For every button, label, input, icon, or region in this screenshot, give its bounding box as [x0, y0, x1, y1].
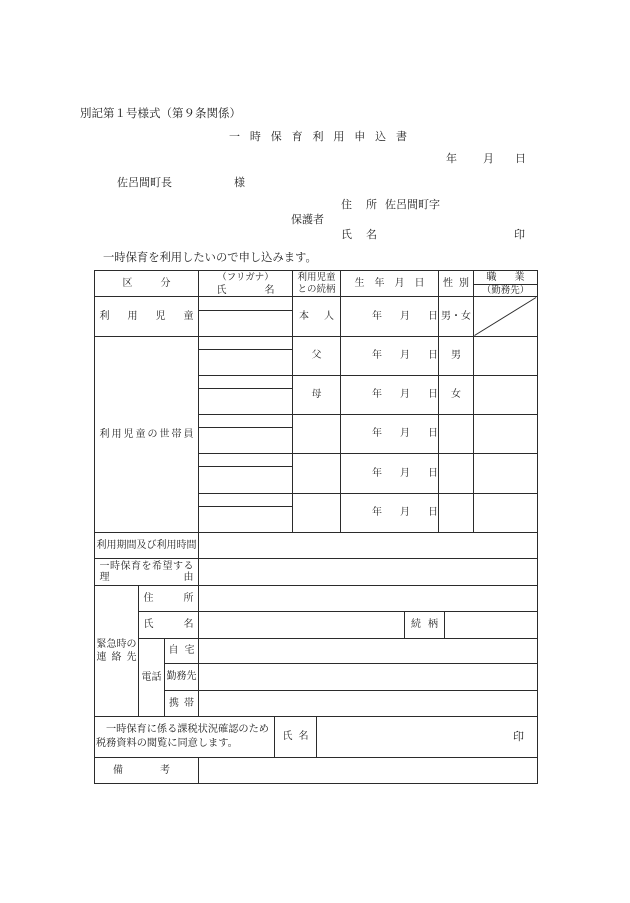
- consent-text-line1: 一時保育に係る課税状況確認のため: [106, 724, 269, 735]
- header-relation-line2: との続柄: [297, 283, 336, 295]
- reason-label-cell: [94, 558, 199, 586]
- header-furigana: （フリガナ）: [217, 271, 274, 283]
- household-occupation-field: [473, 375, 538, 415]
- header-relation-cell: [292, 270, 341, 297]
- household-occupation-field: [473, 453, 538, 494]
- emergency-label-line1: 緊急時の: [96, 639, 137, 650]
- header-sex-cell: [438, 270, 474, 297]
- period-label: 利用期間及び利用時間: [96, 539, 197, 551]
- child-row-label: 利用児童: [99, 310, 194, 322]
- household-birthdate-field: [340, 453, 439, 494]
- household-relation-field: [292, 453, 341, 494]
- header-name-cell: [198, 270, 293, 297]
- header-birthdate-cell: [340, 270, 439, 297]
- phone-mobile-label-cell: [164, 690, 199, 717]
- household-birthdate-field: [340, 493, 439, 533]
- child-birthdate-units: 年月日: [372, 310, 438, 322]
- header-birthdate: 生年月日: [354, 277, 425, 289]
- household-sex: 男: [451, 350, 461, 361]
- household-relation-field: [292, 493, 341, 533]
- household-furigana-field: [198, 493, 293, 507]
- phone-home-field: [198, 638, 538, 664]
- reason-label-line1: 一時保育を希望する: [99, 561, 194, 572]
- addressee-honorific: 様: [234, 176, 245, 189]
- household-relation-cell: [292, 336, 341, 376]
- header-occupation-cell: [473, 270, 538, 285]
- remarks-label: 備考: [113, 764, 170, 776]
- diagonal-strike-line: [474, 297, 537, 336]
- household-birthdate-units: 年月日: [372, 389, 438, 400]
- household-name-field: [198, 506, 293, 533]
- emergency-phone-label: 電話: [141, 671, 162, 683]
- application-table: [94, 270, 538, 784]
- remarks-label-cell: [94, 757, 199, 784]
- household-sex: 女: [451, 389, 461, 400]
- child-furigana-field: [198, 296, 293, 311]
- header-occupation: 職業: [486, 271, 525, 283]
- household-birthdate-units: 年月日: [372, 350, 438, 361]
- consent-text-cell: [94, 716, 275, 758]
- emergency-relation-label-cell: [404, 611, 445, 639]
- phone-work-label: 勤務先: [166, 671, 197, 682]
- addressee-name: 佐呂間町長: [117, 176, 172, 189]
- household-furigana-field: [198, 453, 293, 467]
- child-sex-options: 男・女: [441, 310, 471, 322]
- applicant-name-label: 氏名: [341, 228, 377, 241]
- header-name: 氏名: [216, 284, 275, 296]
- household-relation: 母: [311, 389, 322, 400]
- emergency-relation-label: 続柄: [411, 619, 438, 630]
- period-field: [198, 532, 538, 559]
- household-label: 利用児童の世帯員: [99, 428, 194, 440]
- household-relation-cell: [292, 375, 341, 415]
- household-name-field: [198, 388, 293, 415]
- phone-work-label-cell: [164, 663, 199, 691]
- child-relation-cell: [292, 296, 341, 337]
- emergency-label-cell: [94, 585, 139, 717]
- emergency-relation-field: [444, 611, 538, 639]
- phone-work-field: [198, 663, 538, 691]
- applicant-address-label: 住所: [341, 198, 377, 211]
- header-category-cell: [94, 270, 199, 297]
- consent-name-label: 氏名: [282, 731, 309, 742]
- household-sex-field: [438, 414, 474, 454]
- emergency-address-label-cell: [138, 585, 199, 612]
- household-relation-field: [292, 414, 341, 454]
- consent-text-line2: 税務資料の閲覧に同意します。: [96, 738, 238, 749]
- phone-mobile-field: [198, 690, 538, 717]
- emergency-name-label-cell: [138, 611, 199, 639]
- consent-name-label-cell: [274, 716, 317, 758]
- period-label-cell: [94, 532, 199, 559]
- household-furigana-field: [198, 375, 293, 389]
- emergency-address-label: 住所: [143, 592, 194, 604]
- household-name-field: [198, 427, 293, 454]
- household-birthdate-units: 年月日: [372, 428, 438, 439]
- form-title: 一時保育利用申込書: [229, 130, 407, 143]
- reason-label-line2: 理由: [99, 572, 194, 583]
- date-month-label: 月: [483, 152, 494, 165]
- emergency-label-line2: 連絡先: [96, 652, 137, 663]
- header-category: 区分: [122, 277, 171, 289]
- form-reference: 別記第１号様式（第９条関係）: [80, 106, 241, 120]
- household-birthdate-units: 年月日: [372, 467, 438, 479]
- child-relation: 本人: [299, 310, 334, 322]
- household-occupation-field: [473, 336, 538, 376]
- child-occupation-cell: [473, 296, 538, 337]
- emergency-name-label: 氏名: [143, 619, 194, 630]
- date-day-label: 日: [515, 152, 526, 165]
- phone-home-label: 自宅: [168, 645, 195, 656]
- child-label-cell: [94, 296, 199, 337]
- household-furigana-field: [198, 414, 293, 428]
- applicant-role-label: 保護者: [291, 213, 324, 226]
- header-sex: 性別: [443, 277, 469, 289]
- household-occupation-field: [473, 493, 538, 533]
- emergency-address-field: [198, 585, 538, 612]
- household-sex-field: [438, 493, 474, 533]
- household-occupation-field: [473, 414, 538, 454]
- household-sex-cell: [438, 336, 474, 376]
- consent-signature-field: [316, 716, 538, 758]
- household-birthdate-field: [340, 375, 439, 415]
- household-birthdate-field: [340, 336, 439, 376]
- header-relation-line1: 利用児童: [297, 271, 336, 283]
- header-workplace: （勤務先）: [481, 285, 530, 296]
- household-sex-field: [438, 453, 474, 494]
- household-label-cell: [94, 336, 199, 533]
- household-birthdate-field: [340, 414, 439, 454]
- household-name-field: [198, 349, 293, 376]
- household-name-field: [198, 466, 293, 494]
- household-birthdate-units: 年月日: [372, 507, 438, 518]
- household-furigana-field: [198, 336, 293, 350]
- emergency-phone-label-cell: [138, 638, 165, 717]
- emergency-name-field: [198, 611, 405, 639]
- child-birthdate-field: [340, 296, 439, 337]
- child-sex-cell: [438, 296, 474, 337]
- applicant-address-value: 佐呂間町字: [385, 198, 440, 211]
- date-year-label: 年: [446, 152, 457, 165]
- phone-home-label-cell: [164, 638, 199, 664]
- household-sex-cell: [438, 375, 474, 415]
- application-statement: 一時保育を利用したいので申し込みます。: [103, 251, 317, 264]
- consent-seal-mark: 印: [513, 730, 524, 743]
- remarks-field: [198, 757, 538, 784]
- reason-field: [198, 558, 538, 586]
- household-relation: 父: [311, 350, 322, 361]
- phone-mobile-label: 携帯: [169, 697, 194, 709]
- child-name-field: [198, 310, 293, 337]
- applicant-seal-mark: 印: [514, 228, 525, 241]
